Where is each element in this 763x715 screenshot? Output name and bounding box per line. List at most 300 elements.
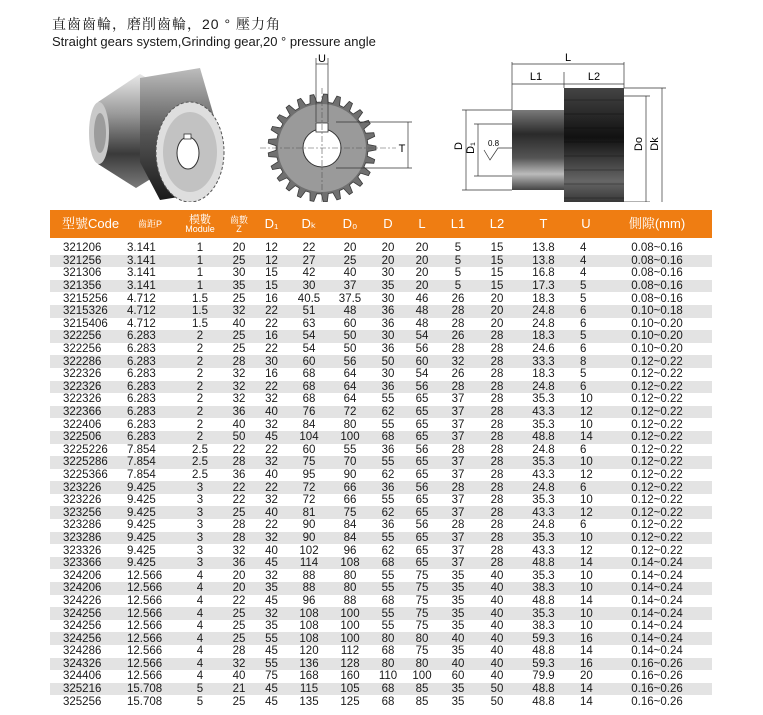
table-cell: 90 — [289, 519, 329, 532]
table-cell: 325256 — [50, 695, 124, 708]
table-cell: 32 — [224, 658, 254, 671]
table-cell: 25 — [329, 255, 371, 268]
table-cell: 6.283 — [124, 406, 176, 419]
table-cell: 28 — [224, 355, 254, 368]
table-row — [50, 393, 712, 406]
header-dk: Dₖ — [289, 210, 329, 238]
table-cell: 60 — [289, 355, 329, 368]
table-row — [50, 318, 712, 331]
table-cell: 20 — [224, 569, 254, 582]
table-cell: 60 — [405, 355, 439, 368]
table-cell: 28 — [439, 343, 477, 356]
table-cell: 1 — [176, 267, 224, 280]
table-cell: 59.3 — [517, 658, 570, 671]
table-cell: 95 — [289, 469, 329, 482]
table-cell: 9.425 — [124, 481, 176, 494]
table-cell: 28 — [224, 645, 254, 658]
table-cell: 30 — [371, 330, 405, 343]
table-cell: 28 — [477, 444, 517, 457]
table-row — [50, 469, 712, 482]
table-cell: 25 — [224, 620, 254, 633]
table-cell: 43.3 — [517, 544, 570, 557]
table-cell: 22 — [254, 343, 289, 356]
gear-side-view — [453, 52, 666, 202]
table-row — [50, 330, 712, 343]
table-cell: 32 — [224, 381, 254, 394]
table-cell: 32 — [224, 544, 254, 557]
table-cell: 32 — [254, 532, 289, 545]
table-cell: 15 — [477, 267, 517, 280]
table-cell: 28 — [477, 330, 517, 343]
table-cell: 35 — [439, 645, 477, 658]
table-cell: 55 — [371, 418, 405, 431]
table-cell: 12.566 — [124, 620, 176, 633]
table-cell: 24.8 — [517, 305, 570, 318]
table-cell: 37 — [439, 557, 477, 570]
table-cell: 9.425 — [124, 544, 176, 557]
table-cell: 32 — [439, 355, 477, 368]
table-cell: 40 — [439, 658, 477, 671]
table-cell: 324256 — [50, 620, 124, 633]
table-cell: 20 — [405, 280, 439, 293]
table-cell: 10 — [570, 532, 602, 545]
table-cell: 100 — [405, 670, 439, 683]
title-english: Straight gears system,Grinding gear,20 ° pressure angle — [52, 34, 376, 49]
table-cell: 20 — [405, 242, 439, 255]
table-cell: 324286 — [50, 645, 124, 658]
table-cell: 75 — [405, 620, 439, 633]
table-cell: 5 — [439, 255, 477, 268]
table-cell: 110 — [371, 670, 405, 683]
table-cell: 322256 — [50, 330, 124, 343]
table-cell: 48.8 — [517, 557, 570, 570]
table-cell: 28 — [477, 481, 517, 494]
table-cell: 25 — [224, 255, 254, 268]
table-cell: 28 — [224, 532, 254, 545]
table-cell: 20 — [477, 305, 517, 318]
table-cell: 24.8 — [517, 381, 570, 394]
table-cell: 0.12~0.22 — [602, 381, 712, 394]
table-cell: 62 — [371, 406, 405, 419]
table-cell: 6.283 — [124, 381, 176, 394]
table-cell: 80 — [371, 632, 405, 645]
table-cell: 1.5 — [176, 305, 224, 318]
table-cell: 102 — [289, 544, 329, 557]
header-module: 模數 Module — [176, 210, 224, 238]
table-cell: 0.12~0.22 — [602, 393, 712, 406]
table-cell: 96 — [289, 595, 329, 608]
table-cell: 4 — [176, 620, 224, 633]
table-cell: 135 — [289, 695, 329, 708]
table-row — [50, 519, 712, 532]
table-cell: 40 — [329, 267, 371, 280]
table-cell: 22 — [289, 242, 329, 255]
table-cell: 2.5 — [176, 444, 224, 457]
table-cell: 50 — [224, 431, 254, 444]
table-cell: 40 — [477, 658, 517, 671]
table-cell: 21 — [224, 683, 254, 696]
table-cell: 100 — [329, 607, 371, 620]
table-cell: 18.3 — [517, 330, 570, 343]
table-cell: 0.16~0.26 — [602, 683, 712, 696]
table-cell: 72 — [289, 481, 329, 494]
table-cell: 22 — [254, 318, 289, 331]
table-cell: 25 — [224, 506, 254, 519]
label-U: U — [318, 53, 326, 65]
table-cell: 26 — [439, 292, 477, 305]
table-cell: 65 — [405, 557, 439, 570]
table-cell: 10 — [570, 494, 602, 507]
table-cell: 28 — [439, 305, 477, 318]
table-cell: 4.712 — [124, 292, 176, 305]
table-cell: 0.10~0.20 — [602, 343, 712, 356]
table-row — [50, 343, 712, 356]
table-cell: 65 — [405, 494, 439, 507]
header-backlash: 側隙(mm) — [602, 210, 712, 238]
table-cell: 65 — [405, 544, 439, 557]
table-cell: 32 — [254, 418, 289, 431]
table-cell: 68 — [371, 557, 405, 570]
table-cell: 56 — [405, 519, 439, 532]
header-pitch: 齒距P — [124, 210, 176, 238]
table-row — [50, 595, 712, 608]
table-cell: 56 — [405, 444, 439, 457]
table-cell: 75 — [405, 607, 439, 620]
table-cell: 0.12~0.22 — [602, 418, 712, 431]
table-cell: 12.566 — [124, 569, 176, 582]
table-cell: 65 — [405, 406, 439, 419]
table-cell: 37 — [439, 506, 477, 519]
table-cell: 66 — [329, 494, 371, 507]
table-row — [50, 456, 712, 469]
table-row — [50, 267, 712, 280]
table-cell: 28 — [477, 431, 517, 444]
table-cell: 0.12~0.22 — [602, 444, 712, 457]
table-cell: 40 — [224, 670, 254, 683]
table-cell: 2 — [176, 355, 224, 368]
table-cell: 48.8 — [517, 683, 570, 696]
table-row — [50, 607, 712, 620]
table-cell: 108 — [289, 607, 329, 620]
table-cell: 28 — [439, 444, 477, 457]
table-cell: 28 — [224, 519, 254, 532]
table-cell: 4.712 — [124, 318, 176, 331]
table-cell: 55 — [329, 444, 371, 457]
table-cell: 40 — [477, 582, 517, 595]
table-cell: 3225226 — [50, 444, 124, 457]
table-cell: 0.14~0.24 — [602, 645, 712, 658]
table-cell: 40 — [254, 544, 289, 557]
table-cell: 90 — [329, 469, 371, 482]
table-cell: 40 — [477, 632, 517, 645]
table-cell: 48 — [405, 318, 439, 331]
table-cell: 2 — [176, 381, 224, 394]
table-cell: 54 — [289, 330, 329, 343]
table-cell: 3215256 — [50, 292, 124, 305]
table-cell: 54 — [405, 330, 439, 343]
table-cell: 25 — [224, 632, 254, 645]
table-cell: 6 — [570, 318, 602, 331]
table-cell: 2 — [176, 431, 224, 444]
table-cell: 28 — [439, 519, 477, 532]
table-cell: 128 — [329, 658, 371, 671]
table-cell: 0.14~0.24 — [602, 569, 712, 582]
table-cell: 4 — [176, 645, 224, 658]
label-Dk: Dk — [649, 137, 661, 151]
header-teeth: 齒數 Z — [224, 210, 254, 238]
table-cell: 72 — [329, 406, 371, 419]
table-cell: 40 — [254, 469, 289, 482]
table-cell: 20 — [224, 242, 254, 255]
table-cell: 22 — [254, 519, 289, 532]
table-cell: 15.708 — [124, 683, 176, 696]
table-cell: 18.3 — [517, 292, 570, 305]
table-cell: 22 — [254, 481, 289, 494]
table-cell: 88 — [289, 582, 329, 595]
table-cell: 55 — [371, 569, 405, 582]
table-cell: 36 — [224, 469, 254, 482]
table-cell: 40 — [224, 318, 254, 331]
table-cell: 3 — [176, 544, 224, 557]
table-cell: 3.141 — [124, 267, 176, 280]
table-row — [50, 620, 712, 633]
table-cell: 35.3 — [517, 456, 570, 469]
table-cell: 42 — [289, 267, 329, 280]
table-cell: 3225286 — [50, 456, 124, 469]
table-row — [50, 280, 712, 293]
table-cell: 32 — [224, 368, 254, 381]
table-cell: 35 — [439, 683, 477, 696]
header-t: T — [517, 210, 570, 238]
table-cell: 75 — [405, 569, 439, 582]
table-cell: 28 — [477, 519, 517, 532]
table-cell: 323226 — [50, 481, 124, 494]
table-cell: 323366 — [50, 557, 124, 570]
table-cell: 36 — [371, 318, 405, 331]
table-cell: 36 — [371, 444, 405, 457]
table-cell: 40 — [477, 670, 517, 683]
table-cell: 80 — [405, 658, 439, 671]
table-cell: 4 — [176, 658, 224, 671]
table-cell: 322326 — [50, 381, 124, 394]
table-cell: 60 — [439, 670, 477, 683]
table-row — [50, 658, 712, 671]
table-cell: 43.3 — [517, 406, 570, 419]
table-cell: 50 — [477, 683, 517, 696]
table-cell: 14 — [570, 431, 602, 444]
table-cell: 54 — [289, 343, 329, 356]
table-cell: 38.3 — [517, 582, 570, 595]
label-D1: D₁ — [465, 142, 477, 154]
table-cell: 28 — [224, 456, 254, 469]
table-cell: 322326 — [50, 368, 124, 381]
table-cell: 0.14~0.24 — [602, 595, 712, 608]
table-cell: 35.3 — [517, 393, 570, 406]
table-cell: 35 — [254, 582, 289, 595]
table-cell: 56 — [405, 381, 439, 394]
table-cell: 324256 — [50, 607, 124, 620]
table-cell: 37 — [439, 418, 477, 431]
table-cell: 65 — [405, 456, 439, 469]
table-cell: 28 — [477, 381, 517, 394]
table-cell: 37 — [439, 469, 477, 482]
table-cell: 323226 — [50, 494, 124, 507]
table-cell: 325216 — [50, 683, 124, 696]
table-cell: 0.12~0.22 — [602, 456, 712, 469]
table-cell: 125 — [329, 695, 371, 708]
table-cell: 28 — [439, 381, 477, 394]
table-cell: 84 — [329, 519, 371, 532]
table-cell: 0.16~0.26 — [602, 670, 712, 683]
table-cell: 26 — [439, 368, 477, 381]
table-cell: 16 — [570, 658, 602, 671]
table-cell: 45 — [254, 683, 289, 696]
table-cell: 2 — [176, 406, 224, 419]
table-cell: 37 — [439, 532, 477, 545]
table-cell: 28 — [477, 368, 517, 381]
table-cell: 13.8 — [517, 255, 570, 268]
table-cell: 66 — [329, 481, 371, 494]
table-cell: 4 — [176, 569, 224, 582]
table-cell: 5 — [570, 368, 602, 381]
table-cell: 5 — [570, 292, 602, 305]
table-cell: 3215406 — [50, 318, 124, 331]
table-cell: 15 — [254, 280, 289, 293]
table-cell: 324226 — [50, 595, 124, 608]
table-row — [50, 683, 712, 696]
table-cell: 108 — [289, 632, 329, 645]
table-cell: 12 — [570, 544, 602, 557]
table-cell: 13.8 — [517, 242, 570, 255]
table-row — [50, 695, 712, 708]
table-cell: 76 — [289, 406, 329, 419]
table-cell: 68 — [371, 683, 405, 696]
table-cell: 0.14~0.24 — [602, 557, 712, 570]
table-cell: 16 — [254, 368, 289, 381]
table-cell: 16 — [254, 292, 289, 305]
table-cell: 12.566 — [124, 645, 176, 658]
table-row — [50, 305, 712, 318]
label-D: D — [453, 142, 465, 150]
table-cell: 32 — [254, 569, 289, 582]
table-row — [50, 418, 712, 431]
table-cell: 81 — [289, 506, 329, 519]
table-cell: 12.566 — [124, 582, 176, 595]
table-cell: 84 — [289, 418, 329, 431]
table-cell: 62 — [371, 469, 405, 482]
table-cell: 6 — [570, 444, 602, 457]
table-cell: 10 — [570, 620, 602, 633]
table-cell: 62 — [371, 506, 405, 519]
gear-front-view — [260, 53, 412, 202]
table-cell: 324406 — [50, 670, 124, 683]
table-cell: 65 — [405, 418, 439, 431]
table-cell: 15 — [477, 242, 517, 255]
table-cell: 0.12~0.22 — [602, 355, 712, 368]
table-cell: 35.3 — [517, 607, 570, 620]
table-cell: 2 — [176, 368, 224, 381]
table-cell: 36 — [224, 557, 254, 570]
table-cell: 27 — [289, 255, 329, 268]
table-row — [50, 645, 712, 658]
table-cell: 12 — [570, 506, 602, 519]
gear-3d-illustration — [89, 68, 224, 202]
table-cell: 24.8 — [517, 318, 570, 331]
table-cell: 3.141 — [124, 280, 176, 293]
table-cell: 3215326 — [50, 305, 124, 318]
table-cell: 37 — [439, 393, 477, 406]
table-cell: 28 — [477, 406, 517, 419]
table-cell: 35 — [439, 595, 477, 608]
table-cell: 35 — [439, 695, 477, 708]
table-cell: 79.9 — [517, 670, 570, 683]
table-cell: 6.283 — [124, 368, 176, 381]
table-cell: 0.12~0.22 — [602, 431, 712, 444]
table-cell: 75 — [289, 456, 329, 469]
table-cell: 55 — [371, 393, 405, 406]
table-cell: 55 — [371, 532, 405, 545]
table-cell: 32 — [254, 393, 289, 406]
table-cell: 48 — [405, 305, 439, 318]
table-cell: 46 — [405, 292, 439, 305]
table-cell: 80 — [371, 658, 405, 671]
table-cell: 15.708 — [124, 695, 176, 708]
table-cell: 324206 — [50, 569, 124, 582]
table-cell: 0.14~0.24 — [602, 582, 712, 595]
table-cell: 20 — [329, 242, 371, 255]
table-cell: 56 — [405, 343, 439, 356]
table-cell: 1.5 — [176, 318, 224, 331]
table-cell: 85 — [405, 695, 439, 708]
table-row — [50, 242, 712, 255]
table-row — [50, 670, 712, 683]
table-cell: 37.5 — [329, 292, 371, 305]
table-cell: 40 — [477, 595, 517, 608]
table-cell: 10 — [570, 569, 602, 582]
table-cell: 48.8 — [517, 645, 570, 658]
table-cell: 100 — [329, 431, 371, 444]
table-cell: 45 — [254, 695, 289, 708]
table-cell: 20 — [477, 292, 517, 305]
table-cell: 4 — [176, 595, 224, 608]
table-cell: 0.08~0.16 — [602, 280, 712, 293]
table-cell: 50 — [477, 695, 517, 708]
table-cell: 15 — [477, 255, 517, 268]
table-row — [50, 582, 712, 595]
table-cell: 14 — [570, 695, 602, 708]
table-cell: 112 — [329, 645, 371, 658]
table-cell: 5 — [439, 242, 477, 255]
table-cell: 3 — [176, 481, 224, 494]
table-cell: 10 — [570, 582, 602, 595]
table-cell: 70 — [329, 456, 371, 469]
header-l1: L1 — [439, 210, 477, 238]
table-cell: 0.12~0.22 — [602, 406, 712, 419]
table-cell: 1 — [176, 280, 224, 293]
table-cell: 28 — [477, 557, 517, 570]
table-row — [50, 255, 712, 268]
table-cell: 50 — [329, 343, 371, 356]
table-cell: 36 — [371, 305, 405, 318]
table-cell: 28 — [477, 506, 517, 519]
table-cell: 25 — [224, 343, 254, 356]
table-cell: 0.08~0.16 — [602, 267, 712, 280]
table-cell: 88 — [289, 569, 329, 582]
table-cell: 35 — [439, 569, 477, 582]
table-cell: 20 — [405, 267, 439, 280]
table-cell: 3 — [176, 494, 224, 507]
table-cell: 6.283 — [124, 393, 176, 406]
